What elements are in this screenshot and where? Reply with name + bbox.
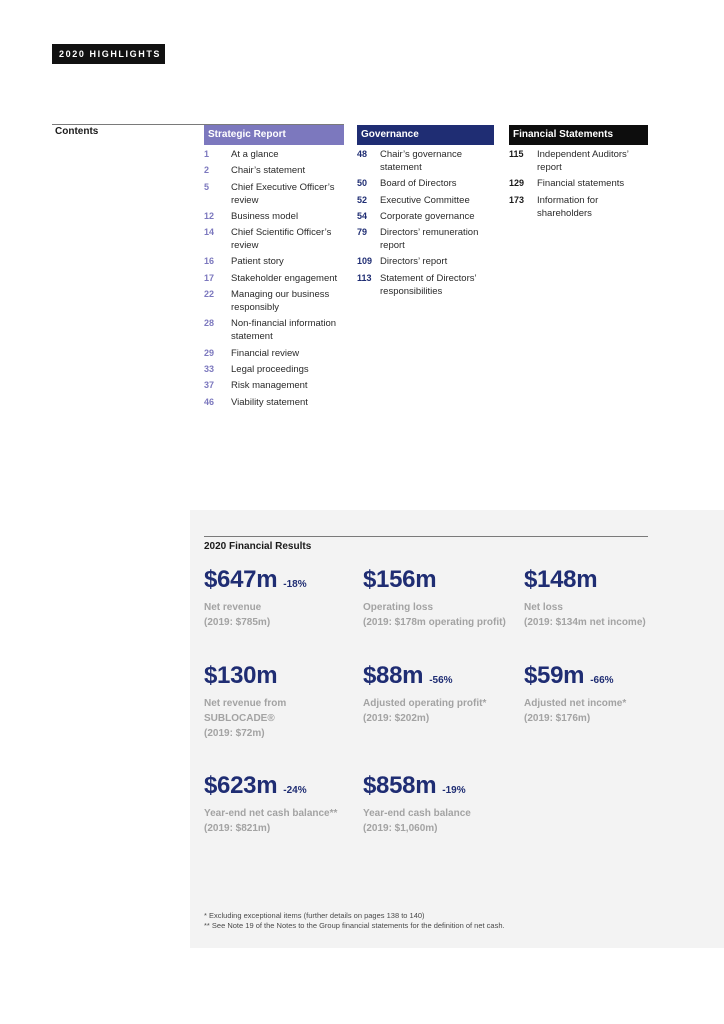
metric-change: -19% bbox=[442, 785, 466, 796]
toc-page-number: 115 bbox=[509, 149, 524, 159]
metric-net-loss bbox=[524, 566, 646, 630]
toc-column-governance bbox=[357, 125, 494, 301]
toc-item-title: At a glance bbox=[231, 149, 279, 160]
toc-item[interactable] bbox=[509, 194, 648, 220]
toc-item[interactable] bbox=[357, 210, 494, 223]
toc-item-title: Chair’s statement bbox=[231, 165, 306, 177]
metric-value: $59m bbox=[524, 662, 585, 689]
toc-item[interactable] bbox=[204, 272, 344, 285]
toc-page-number: 22 bbox=[204, 289, 215, 300]
toc-item[interactable] bbox=[204, 347, 344, 360]
toc-item[interactable] bbox=[204, 363, 344, 376]
toc-item[interactable] bbox=[357, 226, 494, 252]
toc-page-number: 2 bbox=[204, 165, 210, 176]
toc-page-number: 52 bbox=[357, 194, 368, 205]
metric-label-line: Year-end cash balance bbox=[363, 808, 471, 819]
metric-label bbox=[363, 806, 471, 836]
metric-label-line: Net loss bbox=[524, 602, 563, 613]
metric-value-row bbox=[363, 566, 506, 594]
toc-list bbox=[509, 148, 648, 220]
metric-label bbox=[363, 600, 506, 630]
toc-page-number: 29 bbox=[204, 347, 215, 358]
toc-item[interactable] bbox=[204, 255, 344, 268]
metric-label bbox=[524, 696, 626, 726]
toc-page-number: 37 bbox=[204, 380, 215, 391]
toc-item-title: Chief Scientific Officer’s review bbox=[231, 227, 332, 252]
toc-item[interactable] bbox=[204, 379, 344, 392]
metric-label-line: (2019: $176m) bbox=[524, 713, 591, 724]
metric-value: $623m bbox=[204, 772, 278, 799]
metric-value-row bbox=[363, 772, 471, 800]
toc-item-title: Managing our business responsibly bbox=[231, 289, 330, 314]
toc-item[interactable] bbox=[204, 210, 344, 223]
metric-value-row bbox=[363, 662, 486, 690]
metric-value-row bbox=[204, 662, 286, 690]
metric-label-line: (2019: $72m) bbox=[204, 728, 265, 739]
toc-item[interactable] bbox=[509, 148, 648, 174]
toc-item-title: Stakeholder engagement bbox=[231, 272, 338, 284]
toc-item-title: Risk management bbox=[231, 380, 308, 392]
results-title: 2020 Financial Results bbox=[204, 541, 312, 552]
toc-page-number: 16 bbox=[204, 256, 215, 267]
metric-adjusted-operating-profit bbox=[363, 662, 486, 726]
toc-column-header: Financial Statements bbox=[509, 125, 648, 145]
toc-item-title: Corporate governance bbox=[380, 210, 475, 222]
toc-page-number: 46 bbox=[204, 396, 215, 407]
metric-label-line: Adjusted operating profit* bbox=[363, 698, 487, 709]
section-tag: 2020 HIGHLIGHTS bbox=[52, 44, 165, 64]
toc-page-number: 1 bbox=[204, 149, 210, 159]
toc-page-number: 48 bbox=[357, 149, 368, 159]
toc-item-title: Business model bbox=[231, 210, 299, 222]
toc-column-financial-statements bbox=[509, 125, 648, 223]
toc-page-number: 33 bbox=[204, 363, 215, 374]
toc-item[interactable] bbox=[509, 177, 648, 190]
metric-label-line: Net revenue from bbox=[204, 698, 287, 709]
toc-page-number: 50 bbox=[357, 178, 368, 189]
toc-item-title: Financial statements bbox=[537, 178, 625, 190]
metric-value: $88m bbox=[363, 662, 424, 689]
metric-label-line: (2019: $202m) bbox=[363, 713, 430, 724]
toc-column-header: Strategic Report bbox=[204, 125, 344, 145]
metric-label bbox=[363, 696, 486, 726]
metric-value: $858m bbox=[363, 772, 437, 799]
toc-item-title: Statement of Directors’ responsibilities bbox=[380, 272, 477, 297]
toc-item[interactable] bbox=[357, 272, 494, 298]
toc-page-number: 12 bbox=[204, 210, 215, 221]
results-divider bbox=[204, 536, 648, 537]
metric-value-row bbox=[204, 566, 307, 594]
toc-item[interactable] bbox=[357, 255, 494, 268]
contents-label: Contents bbox=[55, 126, 99, 137]
metric-label-line: (2019: $785m) bbox=[204, 617, 271, 628]
toc-item[interactable] bbox=[204, 396, 344, 409]
metric-value-row bbox=[524, 566, 646, 594]
metric-value-row bbox=[524, 662, 626, 690]
metric-value: $647m bbox=[204, 566, 278, 593]
toc-item[interactable] bbox=[204, 181, 344, 207]
metric-label-line: Adjusted net income* bbox=[524, 698, 627, 709]
toc-item[interactable] bbox=[204, 226, 344, 252]
toc-item-title: Non-financial information statement bbox=[231, 318, 337, 343]
toc-item[interactable] bbox=[204, 288, 344, 314]
metric-label-line: SUBLOCADE® bbox=[204, 713, 275, 724]
metric-label bbox=[524, 600, 646, 630]
toc-column-strategic-report bbox=[204, 125, 344, 412]
toc-page-number: 113 bbox=[357, 272, 372, 283]
toc-item-title: Directors’ report bbox=[380, 256, 448, 268]
metric-label-line: Net revenue bbox=[204, 602, 262, 613]
metric-label-line: (2019: $134m net income) bbox=[524, 617, 646, 628]
toc-item-title: Chair’s governance statement bbox=[380, 149, 463, 173]
toc-item-title: Legal proceedings bbox=[231, 363, 309, 375]
metric-change: -24% bbox=[283, 785, 307, 796]
toc-item-title: Directors’ remuneration report bbox=[380, 227, 479, 252]
toc-item[interactable] bbox=[204, 148, 344, 161]
metric-change: -66% bbox=[590, 675, 614, 686]
metric-operating-loss bbox=[363, 566, 506, 630]
metric-adjusted-net-income bbox=[524, 662, 626, 726]
toc-item-title: Financial review bbox=[231, 347, 300, 359]
toc-item-title: Patient story bbox=[231, 256, 284, 268]
metric-label bbox=[204, 600, 307, 630]
metric-net-revenue bbox=[204, 566, 307, 630]
toc-page-number: 173 bbox=[509, 194, 525, 205]
metric-value-row bbox=[204, 772, 337, 800]
metric-label-line: Operating loss bbox=[363, 602, 434, 613]
metric-label-line: Year-end net cash balance** bbox=[204, 808, 338, 819]
toc-page-number: 129 bbox=[509, 178, 525, 189]
metric-label-line: (2019: $821m) bbox=[204, 823, 271, 834]
toc-list bbox=[204, 148, 344, 409]
metric-label-line: (2019: $178m operating profit) bbox=[363, 617, 506, 628]
toc-page-number: 28 bbox=[204, 318, 215, 329]
toc-column-header: Governance bbox=[357, 125, 494, 145]
toc-item-title: Information for shareholders bbox=[537, 194, 599, 219]
toc-page-number: 54 bbox=[357, 210, 368, 221]
metric-label-line: (2019: $1,060m) bbox=[363, 823, 438, 834]
metric-change: -56% bbox=[429, 675, 453, 686]
toc-page-number: 109 bbox=[357, 256, 373, 267]
toc-item[interactable] bbox=[204, 317, 344, 343]
metric-label bbox=[204, 806, 337, 836]
toc-item[interactable] bbox=[204, 164, 344, 177]
metric-sublocade-revenue bbox=[204, 662, 286, 741]
toc-page-number: 14 bbox=[204, 227, 215, 238]
toc-page-number: 17 bbox=[204, 272, 215, 283]
toc-list bbox=[357, 148, 494, 298]
footnote: * Excluding exceptional items (further details on pages 138 to 140) bbox=[204, 911, 425, 920]
toc-item-title: Board of Directors bbox=[380, 178, 457, 190]
footnotes bbox=[204, 911, 505, 931]
toc-page-number: 5 bbox=[204, 181, 210, 192]
metric-cash-balance bbox=[363, 772, 471, 836]
toc-item[interactable] bbox=[357, 194, 494, 207]
toc-item-title: Chief Executive Officer’s review bbox=[231, 181, 335, 206]
toc-item[interactable] bbox=[357, 177, 494, 190]
financial-results-panel bbox=[190, 510, 724, 948]
metric-change: -18% bbox=[283, 579, 307, 590]
toc-item-title: Executive Committee bbox=[380, 194, 470, 206]
footnote: ** See Note 19 of the Notes to the Group financial statements for the definition of net cash. bbox=[204, 921, 505, 930]
metric-label bbox=[204, 696, 286, 741]
metric-value: $148m bbox=[524, 566, 598, 593]
metric-value: $156m bbox=[363, 566, 437, 593]
metric-value: $130m bbox=[204, 662, 278, 689]
toc-page-number: 79 bbox=[357, 227, 368, 238]
toc-item-title: Viability statement bbox=[231, 396, 308, 408]
toc-item-title: Independent Auditors’ report bbox=[537, 149, 629, 173]
metric-net-cash-balance bbox=[204, 772, 337, 836]
toc-item[interactable] bbox=[357, 148, 494, 174]
